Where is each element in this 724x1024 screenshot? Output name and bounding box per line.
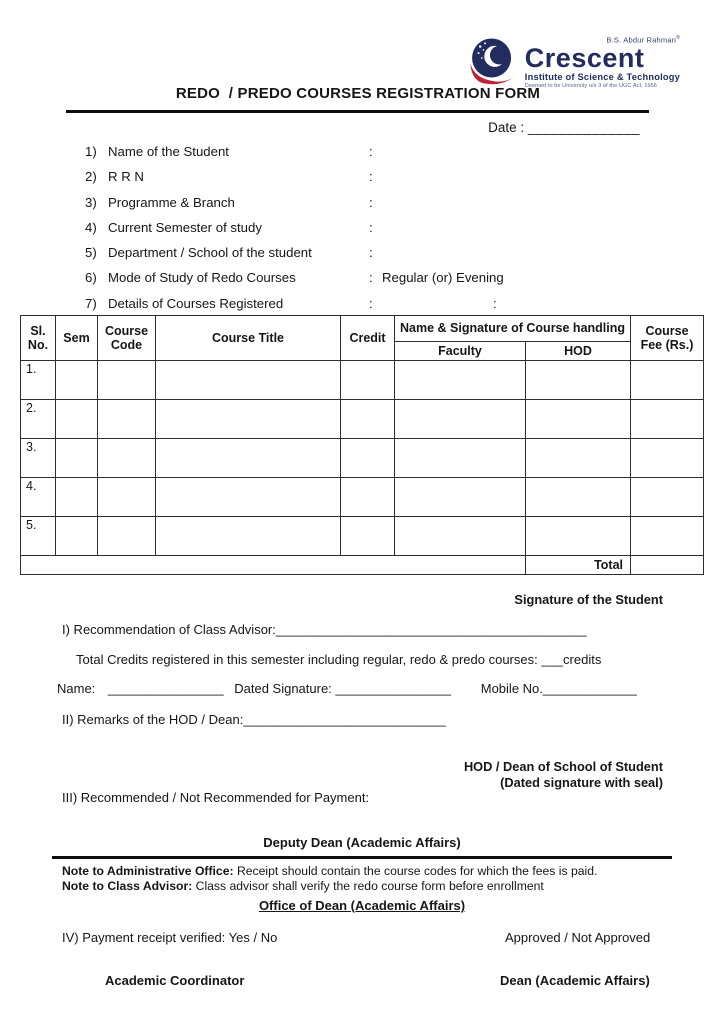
cell-faculty: [395, 517, 526, 556]
signature-of-student-label: Signature of the Student: [514, 592, 663, 607]
courses-table: [20, 315, 704, 575]
field-value: Regular (or) Evening: [382, 270, 504, 286]
crescent-moon-logo-icon: [468, 36, 520, 88]
remarks-label: II) Remarks of the HOD / Dean:: [62, 712, 244, 727]
office-of-dean-heading: Office of Dean (Academic Affairs): [258, 898, 466, 913]
date-blank-line: ______________: [527, 120, 640, 135]
name-label: Name:: [57, 681, 96, 696]
table-row-3: [21, 439, 704, 478]
field-colon: :: [369, 219, 373, 235]
field-rrn: [85, 169, 685, 194]
field-colon: :: [369, 270, 373, 286]
mobile-blank-line: _____________: [542, 681, 637, 696]
field-number: 1): [85, 144, 97, 159]
field-label: Name of the Student: [108, 144, 229, 159]
field-colon: :: [369, 169, 373, 185]
cell-title: [156, 400, 341, 439]
mobile-no-label: Mobile No.: [480, 681, 543, 696]
field-name-of-student: [85, 144, 685, 169]
cell-fee: [631, 361, 704, 400]
cell-hod: [526, 400, 631, 439]
table-total-row: [21, 556, 704, 575]
field-value: :: [493, 295, 497, 311]
cell-credit: [341, 400, 395, 439]
hod-dean-signature-note: (Dated signature with seal): [500, 774, 663, 790]
field-department-school: [85, 245, 685, 270]
field-number: 4): [85, 219, 97, 235]
note-to-class-advisor: [62, 879, 544, 893]
logo-tagline: Deemed to be University u/s 3 of the UGC Act, 1956: [524, 82, 657, 89]
date-field: [488, 120, 640, 135]
cell-sl: 4.: [21, 478, 56, 517]
total-label-cell: Total: [526, 556, 631, 575]
advisor-name-signature-line: [57, 681, 637, 696]
recommendation-label: I) Recommendation of Class Advisor:: [62, 622, 276, 637]
field-number: 6): [85, 270, 97, 286]
cell-sem: [56, 439, 98, 478]
deputy-dean-signature-label: Deputy Dean (Academic Affairs): [263, 835, 461, 850]
recommendation-blank-line: ___________________________________________: [275, 622, 587, 637]
col-header-sl-no: Sl. No.: [21, 316, 56, 361]
cell-faculty: [395, 361, 526, 400]
cell-hod: [526, 478, 631, 517]
field-label: Details of Courses Registered: [108, 295, 284, 311]
cell-title: [156, 361, 341, 400]
total-fee-cell: [631, 556, 704, 575]
cell-fee: [631, 439, 704, 478]
cell-code: [98, 400, 156, 439]
table-row-2: [21, 400, 704, 439]
cell-faculty: [395, 400, 526, 439]
cell-sem: [56, 478, 98, 517]
table-row-1: [21, 361, 704, 400]
field-current-semester: [85, 220, 685, 245]
note-admin-text: Receipt should contain the course codes for which the fees is paid.: [236, 864, 598, 878]
cell-fee: [631, 400, 704, 439]
cell-sl: 3.: [21, 439, 56, 478]
cell-credit: [341, 361, 395, 400]
recommended-for-payment-line: III) Recommended / Not Recommended for Payment:: [62, 790, 370, 805]
field-number: 5): [85, 245, 97, 261]
cell-code: [98, 361, 156, 400]
cell-fee: [631, 478, 704, 517]
note-advisor-label: Note to Class Advisor:: [62, 879, 193, 893]
cell-fee: [631, 517, 704, 556]
field-colon: :: [369, 245, 373, 261]
total-credits-line: Total Credits registered in this semester including regular, redo & predo courses: ___credits: [76, 652, 602, 667]
name-blank-line: ________________: [107, 681, 224, 696]
dean-academic-affairs-signature-label: Dean (Academic Affairs): [500, 973, 650, 988]
dated-signature-blank-line: ________________: [335, 681, 452, 696]
payment-receipt-verified-line: IV) Payment receipt verified: Yes / No: [62, 930, 278, 945]
remarks-hod-dean-line: [62, 712, 446, 727]
hod-dean-signature-title: HOD / Dean of School of Student: [463, 759, 663, 774]
table-row-4: [21, 478, 704, 517]
cell-credit: [341, 439, 395, 478]
recommendation-class-advisor-line: [62, 622, 587, 637]
field-label: Programme & Branch: [108, 194, 235, 210]
cell-title: [156, 439, 341, 478]
col-header-course-fee: Course Fee (Rs.): [631, 316, 704, 361]
cell-faculty: [395, 478, 526, 517]
table-row-5: [21, 517, 704, 556]
logo-brand-name: Crescent: [524, 43, 645, 73]
field-colon: :: [369, 194, 373, 210]
cell-sem: [56, 400, 98, 439]
col-header-course-code: Course Code: [98, 316, 156, 361]
cell-code: [98, 517, 156, 556]
title-underline: [66, 110, 649, 113]
cell-sl: 5.: [21, 517, 56, 556]
field-number: 2): [85, 169, 97, 185]
col-header-sem: Sem: [56, 316, 98, 361]
logo-pre-brand: B.S. Abdur Rahman®: [606, 35, 680, 45]
col-header-hod: HOD: [526, 342, 631, 361]
field-programme-branch: [85, 195, 685, 220]
registered-mark: ®: [676, 35, 680, 41]
col-header-faculty: Faculty: [395, 342, 526, 361]
field-label: R R N: [108, 169, 144, 185]
cell-credit: [341, 517, 395, 556]
note-to-administrative-office: [62, 864, 597, 878]
cell-title: [156, 517, 341, 556]
field-number: 3): [85, 194, 97, 210]
field-colon: :: [369, 295, 373, 311]
logo-text: [525, 36, 680, 89]
hod-dean-signature-block: [464, 759, 663, 791]
date-label: Date :: [488, 120, 525, 135]
field-colon: :: [369, 144, 373, 159]
field-label: Department / School of the student: [108, 245, 312, 261]
field-mode-of-study: [85, 270, 685, 295]
remarks-blank-line: ____________________________: [243, 712, 446, 727]
cell-faculty: [395, 439, 526, 478]
cell-code: [98, 439, 156, 478]
note-advisor-text: Class advisor shall verify the redo course form before enrollment: [195, 879, 544, 893]
total-spacer-cell: [21, 556, 526, 575]
approved-not-approved-line: Approved / Not Approved: [505, 930, 651, 945]
cell-sem: [56, 517, 98, 556]
form-title: REDO / PREDO COURSES REGISTRATION FORM: [175, 85, 541, 102]
field-number: 7): [85, 295, 97, 311]
academic-coordinator-signature-label: Academic Coordinator: [105, 973, 245, 988]
section-divider-rule: [52, 856, 672, 859]
cell-hod: [526, 439, 631, 478]
col-header-course-title: Course Title: [156, 316, 341, 361]
cell-hod: [526, 361, 631, 400]
institute-logo: [468, 36, 680, 89]
logo-subtitle: Institute of Science & Technology: [524, 72, 680, 82]
cell-sl: 1.: [21, 361, 56, 400]
field-label: Mode of Study of Redo Courses: [108, 270, 296, 286]
field-label: Current Semester of study: [108, 219, 262, 235]
cell-sl: 2.: [21, 400, 56, 439]
cell-hod: [526, 517, 631, 556]
note-admin-label: Note to Administrative Office:: [62, 864, 234, 878]
cell-title: [156, 478, 341, 517]
col-header-name-signature: Name & Signature of Course handling: [395, 316, 631, 342]
dated-signature-label: Dated Signature:: [234, 681, 332, 696]
student-detail-fields: [85, 144, 685, 321]
cell-credit: [341, 478, 395, 517]
cell-sem: [56, 361, 98, 400]
col-header-credit: Credit: [341, 316, 395, 361]
cell-code: [98, 478, 156, 517]
